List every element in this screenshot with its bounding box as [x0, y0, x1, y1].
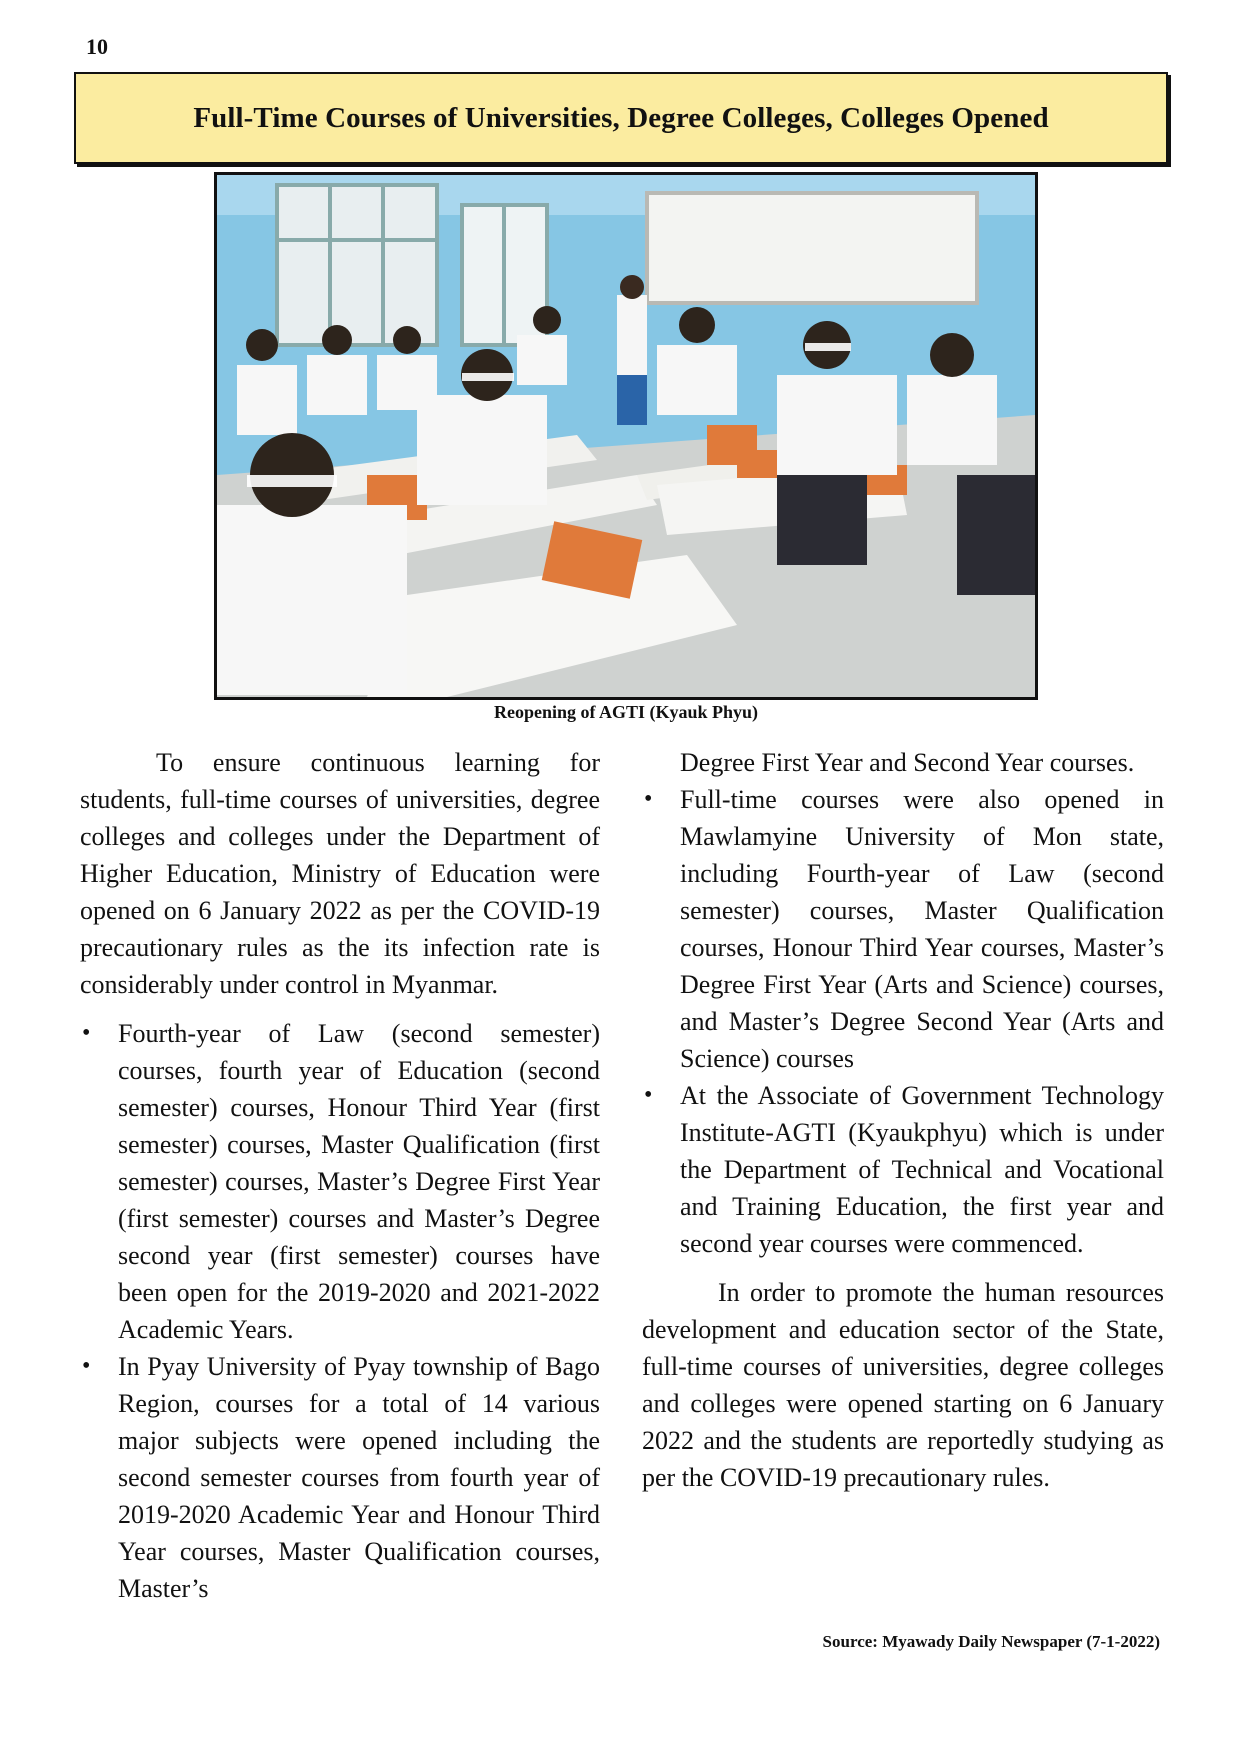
page-number: 10 [86, 34, 108, 59]
course-list-left [80, 1015, 600, 1607]
list-item: • In Pyay University of Pyay township of Bago Region, courses for a total of 14 various major subjects were opened including the second semester courses from fourth year of 2019-2020 Academic Year and Honour Third Year courses, Master Qualification courses, Master’s [80, 1348, 600, 1607]
intro-paragraph: To ensure continuous learning for students, full-time courses of universities, degree colleges and colleges under the Department of Higher Education, Ministry of Education were opened on 6 January 2022 as per the COVID-19 precautionary rules as the its infection rate is considerably under control in Myanmar. [80, 748, 600, 999]
photo-caption: Reopening of AGTI (Kyauk Phyu) [493, 702, 759, 722]
list-item: • Fourth-year of Law (second semester) courses, fourth year of Education (second semester) courses, Honour Third Year (first semester) courses, Master Qualification (first semester) courses, Master’s Degree First Year (first semester) courses and Master’s Degree second year (first semester) courses have been open for the 2019-2020 and 2021-2022 Academic Years. [80, 1015, 600, 1348]
source-citation: Source: Myawady Daily Newspaper (7-1-2022) [822, 1632, 1160, 1651]
list-item: • At the Associate of Government Technology Institute-AGTI (Kyaukphyu) which is under the Department of Technical and Vocational and Training Education, the first year and second year courses were commenced. [642, 1077, 1164, 1262]
article-title: Full-Time Courses of Universities, Degree Colleges, Colleges Opened [193, 101, 1049, 134]
right-column [642, 744, 1164, 1496]
title-box [74, 72, 1168, 164]
list-item-continuation: Degree First Year and Second Year courses. [680, 748, 1135, 777]
list-item: • Full-time courses were also opened in Mawlamyine University of Mon state, including Fourth-year of Law (second semester) courses, Master Qualification courses, Honour Third Year courses, Master’s Degree First Year (Arts and Science) courses, and Master’s Degree Second Year (Arts and Science) courses [642, 781, 1164, 1077]
classroom-photo [214, 172, 1038, 700]
classroom-illustration [217, 175, 1035, 697]
closing-paragraph: In order to promote the human resources development and education sector of the State, full-time courses of universities, degree colleges and colleges were opened starting on 6 January 2022 and the students are reportedly studying as per the COVID-19 precautionary rules. [642, 1278, 1164, 1492]
left-column [80, 744, 600, 1607]
course-list-right [642, 781, 1164, 1262]
